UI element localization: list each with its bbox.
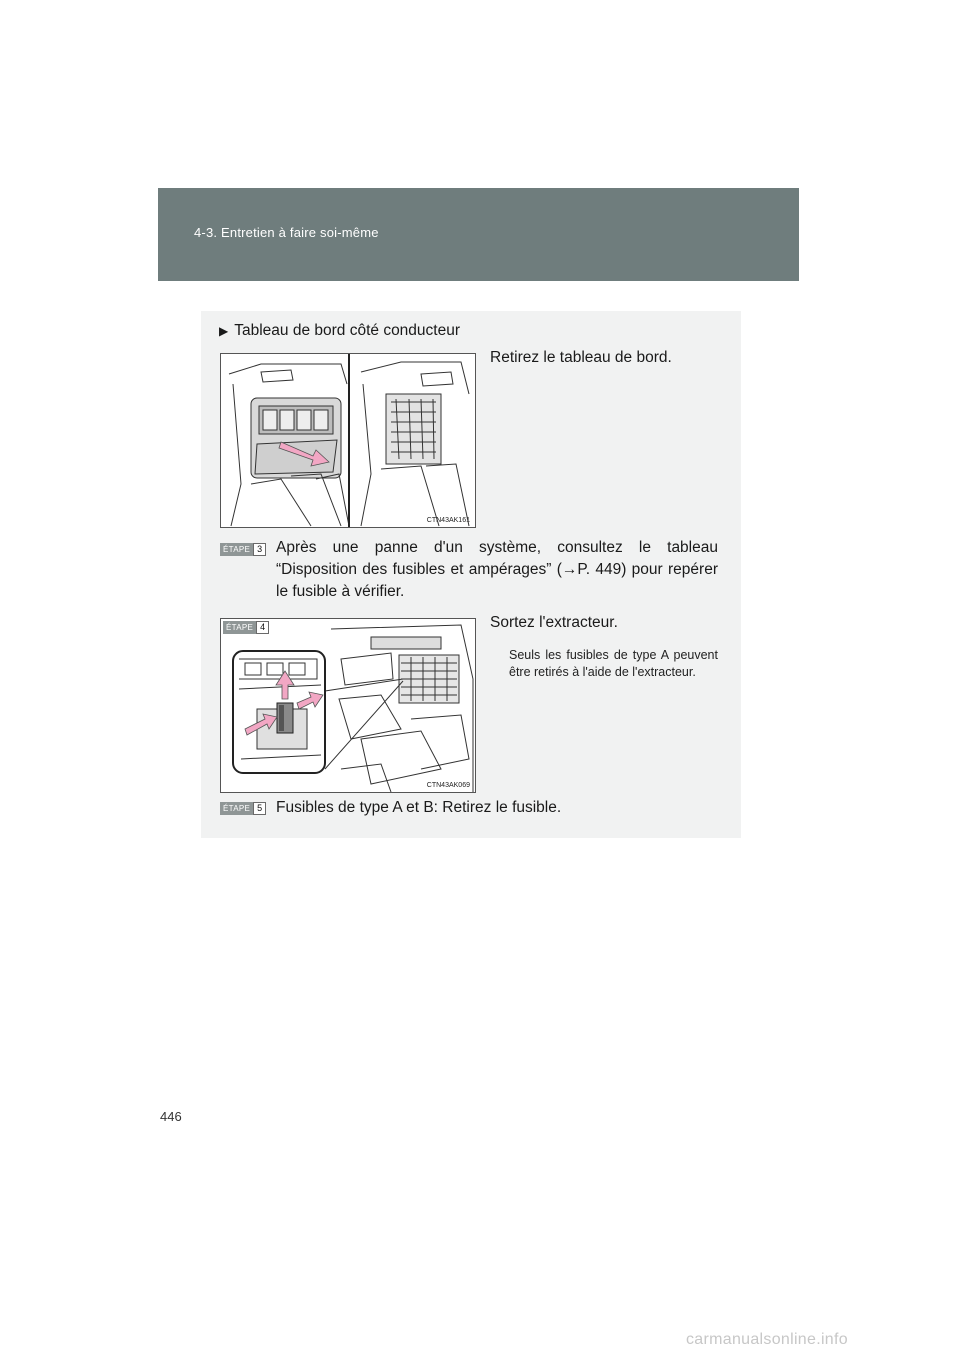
step-number: 5 (253, 802, 266, 815)
figure-code: CTN43AK069 (426, 782, 470, 789)
step-number: 4 (256, 621, 269, 634)
step-word: ÉTAPE (223, 621, 256, 634)
fuse-extractor-illustration (221, 619, 475, 792)
figure-panel-removal (220, 353, 476, 528)
step-word: ÉTAPE (220, 543, 253, 556)
step-4-text: Sortez l'extracteur. (490, 614, 618, 631)
step-5-text: Fusibles de type A et B: Retirez le fusible. (276, 799, 562, 816)
watermark: carmanualsonline.info (686, 1331, 848, 1348)
content-box (201, 311, 741, 838)
step-4-note: Seuls les fusibles de type A peuvent être retirés à l'aide de l'extracteur. (509, 648, 718, 679)
step-4-badge (223, 621, 269, 634)
step-5-badge (220, 802, 266, 815)
heading-text: Tableau de bord côté conducteur (234, 322, 461, 339)
figure-fuse-extractor (220, 618, 476, 793)
step-3-text: Après une panne d'un système, consultez le tableau “Disposition des fusibles et ampérages” (→P. 449) pour repérer le fusible à vérifier. (276, 539, 718, 600)
panel-removal-illustration (221, 354, 475, 527)
remove-panel-text: Retirez le tableau de bord. (490, 349, 672, 366)
step-word: ÉTAPE (220, 802, 253, 815)
step-3-badge (220, 543, 266, 556)
triangle-marker-icon: ▶ (219, 324, 229, 338)
section-title: 4-3. Entretien à faire soi-même (194, 225, 379, 240)
step-number: 3 (253, 543, 266, 556)
section-heading (219, 322, 460, 340)
figure-code: CTN43AK161 (426, 517, 470, 524)
header-band (158, 188, 799, 281)
page-number: 446 (160, 1109, 182, 1124)
